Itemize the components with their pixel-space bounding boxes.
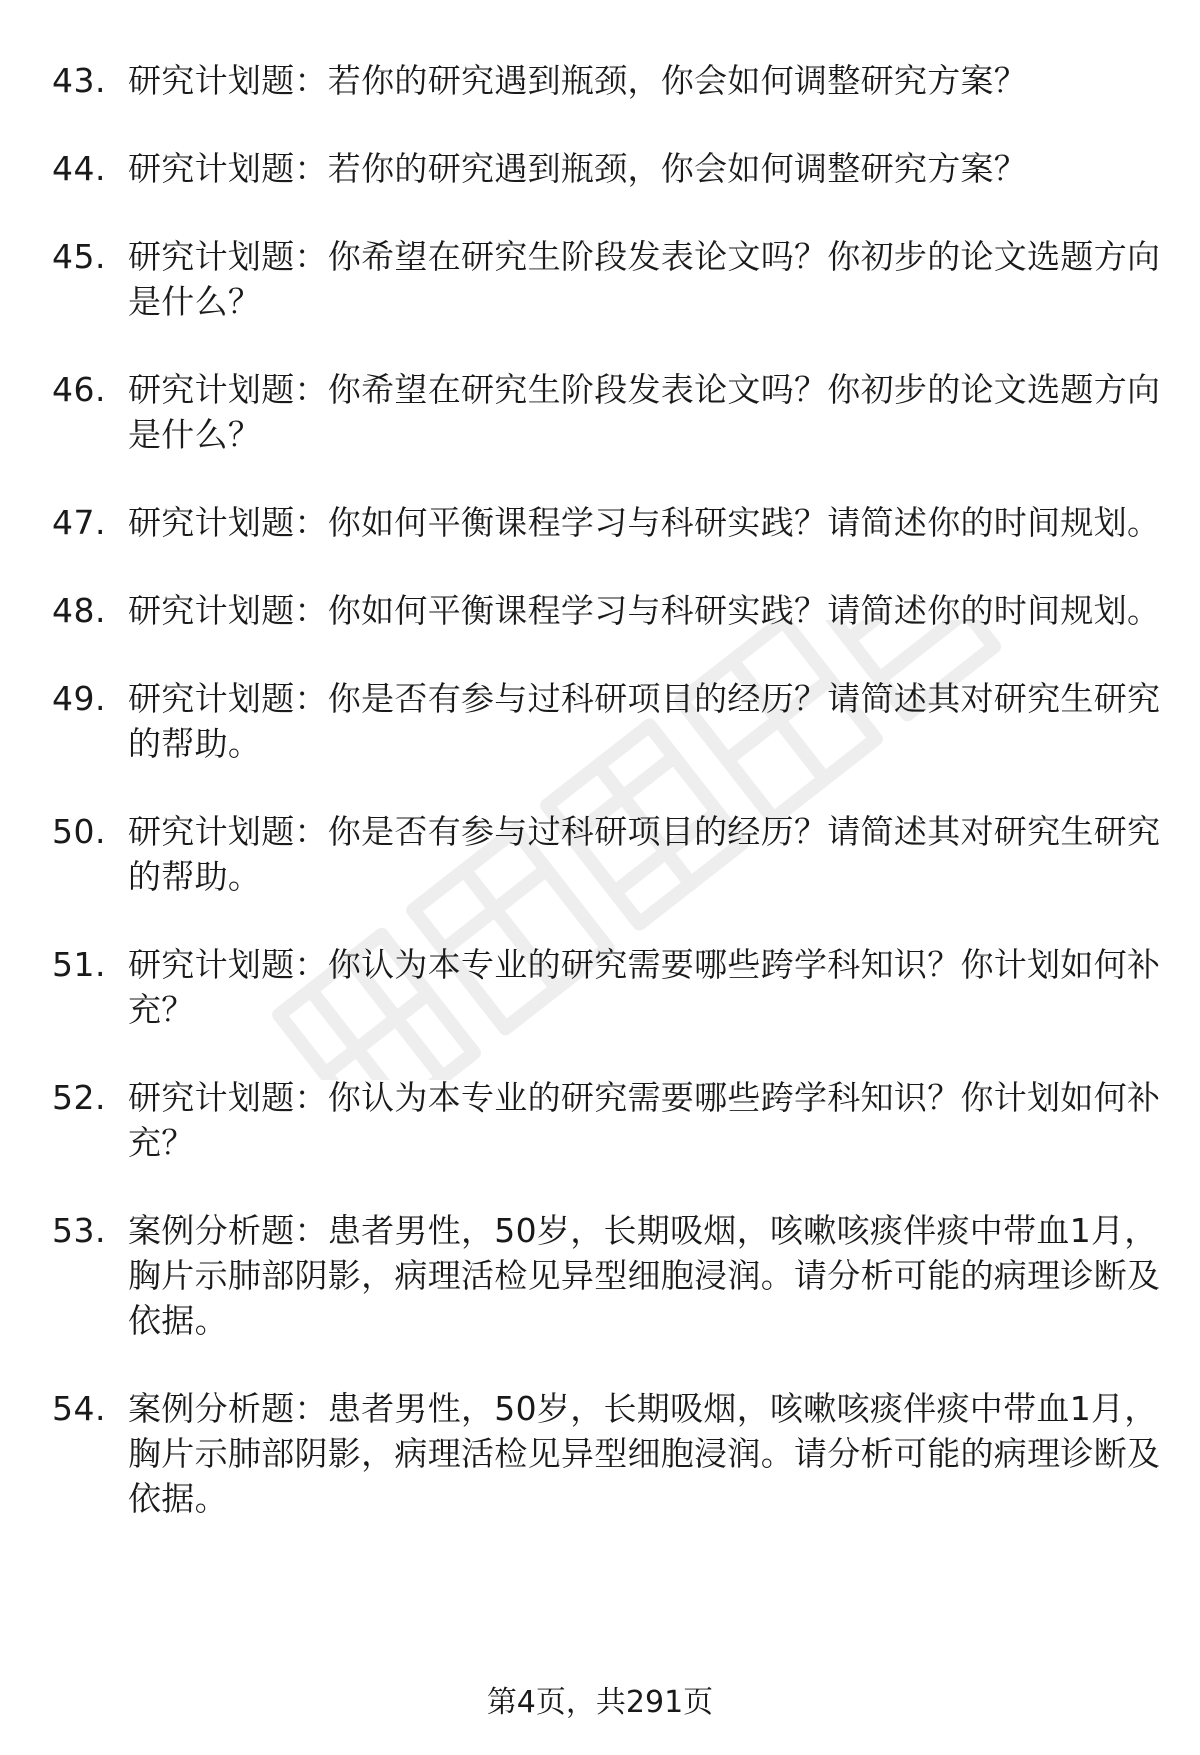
question-number: 54. [52, 1389, 106, 1428]
question-number: 48. [52, 591, 106, 630]
question-number: 44. [52, 149, 106, 188]
question-text: 研究计划题：你如何平衡课程学习与科研实践？请简述你的时间规划。 [128, 503, 1161, 542]
question-text: 研究计划题：你认为本专业的研究需要哪些跨学科知识？你计划如何补充？ [128, 1078, 1161, 1162]
question-text: 研究计划题：若你的研究遇到瓶颈，你会如何调整研究方案？ [128, 61, 1028, 100]
question-item [52, 367, 1162, 457]
question-text: 案例分析题：患者男性，50岁，长期吸烟，咳嗽咳痰伴痰中带血1月，胸片示肺部阴影，病理活检见异型细胞浸润。请分析可能的病理诊断及依据。 [128, 1211, 1161, 1340]
question-text: 研究计划题：若你的研究遇到瓶颈，你会如何调整研究方案？ [128, 149, 1028, 188]
question-item [52, 500, 1162, 545]
question-text: 研究计划题：你如何平衡课程学习与科研实践？请简述你的时间规划。 [128, 591, 1161, 630]
question-item [52, 146, 1162, 191]
question-item [52, 1208, 1162, 1343]
question-item [52, 809, 1162, 899]
question-number: 47. [52, 503, 106, 542]
page-footer [0, 1683, 1200, 1723]
question-list [52, 58, 1162, 1564]
question-item [52, 942, 1162, 1032]
question-text: 案例分析题：患者男性，50岁，长期吸烟，咳嗽咳痰伴痰中带血1月，胸片示肺部阴影，病理活检见异型细胞浸润。请分析可能的病理诊断及依据。 [128, 1389, 1161, 1518]
question-number: 49. [52, 679, 106, 718]
question-text: 研究计划题：你是否有参与过科研项目的经历？请简述其对研究生研究的帮助。 [128, 812, 1161, 896]
question-number: 53. [52, 1211, 106, 1250]
question-text: 研究计划题：你希望在研究生阶段发表论文吗？你初步的论文选题方向是什么？ [128, 370, 1161, 454]
question-number: 46. [52, 370, 106, 409]
question-item [52, 676, 1162, 766]
question-item [52, 1075, 1162, 1165]
question-item [52, 234, 1162, 324]
question-number: 51. [52, 945, 106, 984]
question-number: 43. [52, 61, 106, 100]
question-item [52, 1386, 1162, 1521]
question-item [52, 58, 1162, 103]
question-text: 研究计划题：你认为本专业的研究需要哪些跨学科知识？你计划如何补充？ [128, 945, 1161, 1029]
question-number: 45. [52, 237, 106, 276]
question-number: 52. [52, 1078, 106, 1117]
question-text: 研究计划题：你希望在研究生阶段发表论文吗？你初步的论文选题方向是什么？ [128, 237, 1161, 321]
question-item [52, 588, 1162, 633]
question-number: 50. [52, 812, 106, 851]
page-number-label: 第4页，共291页 [486, 1685, 714, 1720]
question-text: 研究计划题：你是否有参与过科研项目的经历？请简述其对研究生研究的帮助。 [128, 679, 1161, 763]
